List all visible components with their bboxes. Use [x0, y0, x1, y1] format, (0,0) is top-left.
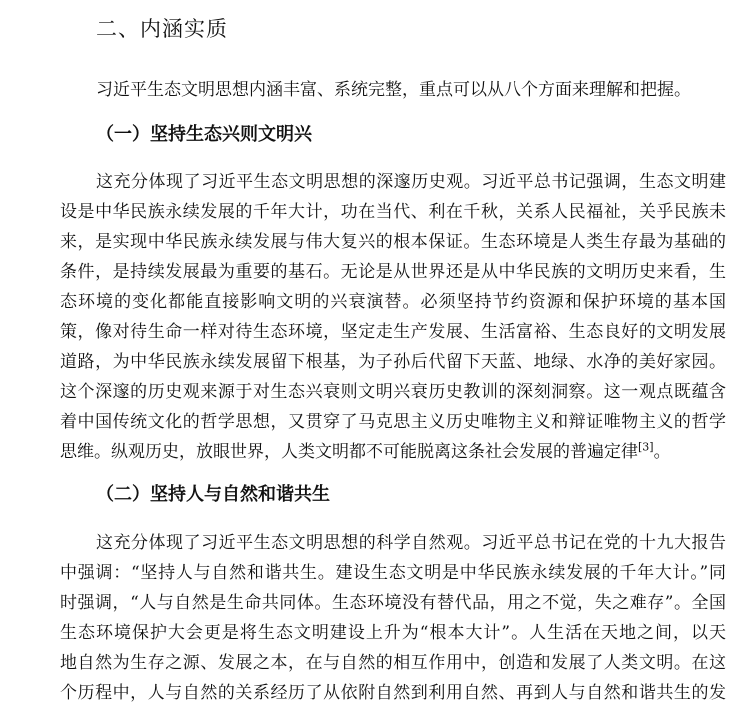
paragraph-line: 中强调：“坚持人与自然和谐共生。建设生态文明是中华民族永续发展的千年大计。”同	[60, 563, 726, 583]
paragraph-line: 个历程中，人与自然的关系经历了从依附自然到利用自然、再到人与自然和谐共生的发	[60, 683, 726, 703]
paragraph-line: 着中国传统文化的哲学思想，又贯穿了马克思主义历史唯物主义和辩证唯物主义的哲学	[60, 412, 726, 432]
paragraph-line: 这个深邃的历史观来源于对生态兴衰则文明兴衰历史教训的深刻洞察。这一观点既蕴含	[60, 382, 726, 402]
paragraph-line: 时强调，“人与自然是生命共同体。生态环境没有替代品，用之不觉，失之难存”。全国	[60, 593, 726, 613]
paragraph-line: 来，是实现中华民族永续发展与伟大复兴的根本保证。生态环境是人类生存最为基础的	[60, 232, 726, 252]
paragraph-line: 这充分体现了习近平生态文明思想的深邃历史观。习近平总书记强调，生态文明建	[96, 172, 726, 192]
paragraph-last-line	[60, 437, 726, 467]
subsection-heading-2: （二）坚持人与自然和谐共生	[96, 484, 330, 505]
citation-marker: [3]	[638, 440, 654, 454]
intro-paragraph: 习近平生态文明思想内涵丰富、系统完整，重点可以从八个方面来理解和把握。	[96, 80, 691, 100]
paragraph-line: 地自然为生存之源、发展之本，在与自然的相互作用中，创造和发展了人类文明。在这	[60, 653, 726, 673]
paragraph-line: 道路，为中华民族永续发展留下根基，为子孙后代留下天蓝、地绿、水净的美好家园。	[60, 352, 726, 372]
section-title: 二、内涵实质	[96, 17, 228, 41]
subsection-heading-1: （一）坚持生态兴则文明兴	[96, 124, 312, 145]
paragraph-line: 态环境的变化都能直接影响文明的兴衰演替。必须坚持节约资源和保护环境的基本国	[60, 292, 726, 312]
paragraph-line: 条件，是持续发展最为重要的基石。无论是从世界还是从中华民族的文明历史来看，生	[60, 262, 726, 282]
paragraph-line: 生态环境保护大会更是将生态文明建设上升为“根本大计”。人生活在天地之间，以天	[60, 623, 726, 643]
paragraph-line: 策，像对待生命一样对待生态环境，坚定走生产发展、生活富裕、生态良好的文明发展	[60, 322, 726, 342]
subsection-2-paragraph	[60, 528, 726, 708]
paragraph-line-text: 思维。纵观历史，放眼世界，人类文明都不可能脱离这条社会发展的普遍定律	[60, 442, 638, 462]
paragraph-line: 设是中华民族永续发展的千年大计，功在当代、利在千秋，关系人民福祉，关乎民族未	[60, 202, 726, 222]
subsection-1-paragraph	[60, 167, 726, 467]
end-punctuation: 。	[653, 442, 671, 462]
paragraph-line: 这充分体现了习近平生态文明思想的科学自然观。习近平总书记在党的十九大报告	[96, 533, 726, 553]
